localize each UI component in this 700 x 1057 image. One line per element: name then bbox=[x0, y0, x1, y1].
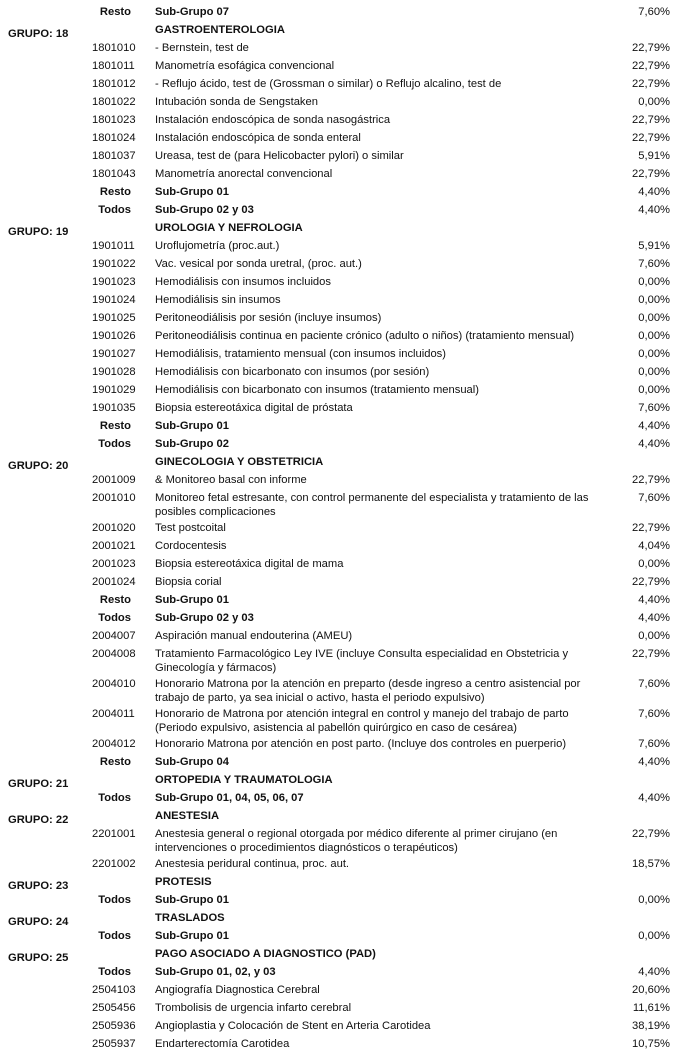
table-row bbox=[0, 293, 700, 311]
percentage-value: 7,60% bbox=[638, 492, 670, 504]
subgroup-label: Sub-Grupo 01 bbox=[155, 186, 229, 198]
subgroup-row bbox=[0, 419, 700, 437]
procedure-code: 1801011 bbox=[92, 60, 135, 72]
scope-label: Todos bbox=[98, 792, 131, 804]
table-row bbox=[0, 329, 700, 347]
subgroup-row bbox=[0, 965, 700, 983]
percentage-value: 0,00% bbox=[638, 384, 670, 396]
percentage-value: 22,79% bbox=[632, 60, 670, 72]
procedure-description: Peritoneodiálisis por sesión (incluye insumos) bbox=[155, 312, 382, 324]
procedure-description: Endarterectomía Carotidea bbox=[155, 1038, 290, 1050]
percentage-value: 4,40% bbox=[638, 594, 670, 606]
table-row bbox=[0, 167, 700, 185]
subgroup-label: Sub-Grupo 01 bbox=[155, 420, 229, 432]
table-row bbox=[0, 647, 700, 677]
procedure-code: 2001024 bbox=[92, 576, 136, 588]
procedure-code: 1901035 bbox=[92, 402, 136, 414]
group-number: GRUPO: 24 bbox=[8, 916, 69, 928]
percentage-value: 38,19% bbox=[632, 1020, 670, 1032]
procedure-code: 2001010 bbox=[92, 492, 136, 504]
procedure-description: Biopsia estereotáxica digital de próstata bbox=[155, 402, 353, 414]
group-number: GRUPO: 20 bbox=[8, 460, 69, 472]
percentage-value: 0,00% bbox=[638, 96, 670, 108]
procedure-code: 2504103 bbox=[92, 984, 136, 996]
percentage-value: 22,79% bbox=[632, 576, 670, 588]
table-row bbox=[0, 521, 700, 539]
group-number: GRUPO: 23 bbox=[8, 880, 69, 892]
percentage-value: 0,00% bbox=[638, 894, 670, 906]
procedure-description: Uroflujometría (proc.aut.) bbox=[155, 240, 280, 252]
subgroup-label: Sub-Grupo 01, 02, y 03 bbox=[155, 966, 276, 978]
procedure-code: 1801023 bbox=[92, 114, 136, 126]
percentage-value: 22,79% bbox=[632, 522, 670, 534]
procedure-description: Hemodiálisis con insumos incluidos bbox=[155, 276, 331, 288]
table-row bbox=[0, 95, 700, 113]
percentage-value: 4,40% bbox=[638, 204, 670, 216]
percentage-value: 4,40% bbox=[638, 186, 670, 198]
procedure-description: & Monitoreo basal con informe bbox=[155, 474, 307, 486]
procedure-code: 2201002 bbox=[92, 858, 136, 870]
percentage-value: 7,60% bbox=[638, 402, 670, 414]
group-title: ORTOPEDIA Y TRAUMATOLOGIA bbox=[155, 774, 333, 786]
scope-label: Todos bbox=[98, 966, 131, 978]
table-row bbox=[0, 59, 700, 77]
percentage-value: 22,79% bbox=[632, 828, 670, 840]
group-title: GASTROENTEROLOGIA bbox=[155, 24, 285, 36]
table-row bbox=[0, 275, 700, 293]
procedure-code: 1901023 bbox=[92, 276, 136, 288]
subgroup-label: Sub-Grupo 01 bbox=[155, 594, 229, 606]
percentage-value: 4,40% bbox=[638, 966, 670, 978]
procedure-code: 2001023 bbox=[92, 558, 136, 570]
procedure-code: 2505936 bbox=[92, 1020, 136, 1032]
subgroup-row bbox=[0, 593, 700, 611]
table-row bbox=[0, 401, 700, 419]
percentage-value: 5,91% bbox=[638, 150, 670, 162]
procedure-code: 1801043 bbox=[92, 168, 136, 180]
procedure-description: Biopsia corial bbox=[155, 576, 222, 588]
table-row bbox=[0, 1001, 700, 1019]
percentage-value: 18,57% bbox=[632, 858, 670, 870]
table-row bbox=[0, 383, 700, 401]
procedure-code: 2505937 bbox=[92, 1038, 136, 1050]
group-title: TRASLADOS bbox=[155, 912, 225, 924]
procedure-description: Vac. vesical por sonda uretral, (proc. aut.) bbox=[155, 258, 362, 270]
subgroup-row bbox=[0, 437, 700, 455]
procedure-description: Hemodiálisis con bicarbonato con insumos (por sesión) bbox=[155, 366, 430, 378]
procedure-description: Hemodiálisis sin insumos bbox=[155, 294, 281, 306]
procedure-description: Ureasa, test de (para Helicobacter pylori) o similar bbox=[155, 150, 404, 162]
subgroup-label: Sub-Grupo 07 bbox=[155, 6, 229, 18]
percentage-value: 22,79% bbox=[632, 78, 670, 90]
group-title: GINECOLOGIA Y OBSTETRICIA bbox=[155, 456, 324, 468]
scope-label: Resto bbox=[99, 6, 131, 18]
procedure-code: 1901025 bbox=[92, 312, 136, 324]
percentage-value: 4,40% bbox=[638, 792, 670, 804]
scope-label: Todos bbox=[98, 894, 131, 906]
subgroup-row bbox=[0, 611, 700, 629]
percentage-value: 7,60% bbox=[638, 738, 670, 750]
procedure-code: 2004008 bbox=[92, 648, 136, 660]
procedure-description: Anestesia general o regional otorgada por médico diferente al primer cirujano (en intervenciones o procedimientos diagnósticos o terapéuticos) bbox=[155, 828, 558, 854]
procedure-description: Instalación endoscópica de sonda enteral bbox=[155, 132, 361, 144]
table-row bbox=[0, 347, 700, 365]
subgroup-row bbox=[0, 791, 700, 809]
group-header-row bbox=[0, 947, 700, 965]
group-header-row bbox=[0, 911, 700, 929]
percentage-value: 7,60% bbox=[638, 258, 670, 270]
table-row bbox=[0, 707, 700, 737]
procedure-code: 1901024 bbox=[92, 294, 136, 306]
table-row bbox=[0, 629, 700, 647]
procedure-description: Instalación endoscópica de sonda nasogástrica bbox=[155, 114, 391, 126]
procedure-description: Intubación sonda de Sengstaken bbox=[155, 96, 318, 108]
procedure-code: 1801010 bbox=[92, 42, 136, 54]
table-row bbox=[0, 365, 700, 383]
procedure-description: Cordocentesis bbox=[155, 540, 227, 552]
procedure-code: 1801037 bbox=[92, 150, 136, 162]
percentage-value: 0,00% bbox=[638, 276, 670, 288]
percentage-value: 4,40% bbox=[638, 612, 670, 624]
table-row bbox=[0, 41, 700, 59]
group-header-row bbox=[0, 773, 700, 791]
procedure-description: Peritoneodiálisis continua en paciente crónico (adulto o niños) (tratamiento mensual) bbox=[155, 330, 575, 342]
scope-label: Todos bbox=[98, 438, 131, 450]
subgroup-row bbox=[0, 203, 700, 221]
scope-label: Resto bbox=[99, 420, 131, 432]
procedure-description: Test postcoital bbox=[155, 522, 226, 534]
procedure-code: 2004012 bbox=[92, 738, 136, 750]
percentage-value: 0,00% bbox=[638, 558, 670, 570]
scope-label: Resto bbox=[99, 756, 131, 768]
procedure-description: Hemodiálisis, tratamiento mensual (con insumos incluidos) bbox=[155, 348, 446, 360]
percentage-value: 7,60% bbox=[638, 678, 670, 690]
scope-label: Resto bbox=[99, 186, 131, 198]
procedure-description: Manometría anorectal convencional bbox=[155, 168, 333, 180]
subgroup-row bbox=[0, 893, 700, 911]
percentage-value: 0,00% bbox=[638, 630, 670, 642]
subgroup-label: Sub-Grupo 01, 04, 05, 06, 07 bbox=[155, 792, 304, 804]
table-row bbox=[0, 149, 700, 167]
procedure-code: 1901026 bbox=[92, 330, 136, 342]
procedure-description: Anestesia peridural continua, proc. aut. bbox=[155, 858, 350, 870]
percentage-value: 7,60% bbox=[638, 6, 670, 18]
percentage-value: 7,60% bbox=[638, 708, 670, 720]
percentage-value: 0,00% bbox=[638, 312, 670, 324]
procedure-description: Honorario Matrona por la atención en preparto (desde ingreso a centro asistencial por trabajo de parto, ya sea inicial o activo, hasta el periodo expulsivo) bbox=[155, 678, 581, 704]
percentage-value: 22,79% bbox=[632, 168, 670, 180]
fee-percentage-table bbox=[0, 5, 700, 1055]
group-header-row bbox=[0, 875, 700, 893]
procedure-code: 1901022 bbox=[92, 258, 136, 270]
procedure-description: Honorario de Matrona por atención integral en control y manejo del trabajo de parto (Periodo expulsivo, asistencia al pabellón quirúrgico en caso de cesárea) bbox=[155, 708, 569, 734]
group-title: PAGO ASOCIADO A DIAGNOSTICO (PAD) bbox=[155, 948, 376, 960]
group-number: GRUPO: 18 bbox=[8, 28, 69, 40]
subgroup-row bbox=[0, 929, 700, 947]
table-row bbox=[0, 539, 700, 557]
group-title: PROTESIS bbox=[155, 876, 212, 888]
subgroup-label: Sub-Grupo 02 y 03 bbox=[155, 204, 254, 216]
procedure-description: Manometría esofágica convencional bbox=[155, 60, 335, 72]
procedure-description: - Reflujo ácido, test de (Grossman o similar) o Reflujo alcalino, test de bbox=[155, 78, 502, 90]
percentage-value: 22,79% bbox=[632, 42, 670, 54]
table-row bbox=[0, 983, 700, 1001]
subgroup-label: Sub-Grupo 01 bbox=[155, 930, 229, 942]
percentage-value: 0,00% bbox=[638, 366, 670, 378]
procedure-code: 1801024 bbox=[92, 132, 136, 144]
subgroup-row bbox=[0, 185, 700, 203]
procedure-description: Hemodiálisis con bicarbonato con insumos (tratamiento mensual) bbox=[155, 384, 479, 396]
percentage-value: 0,00% bbox=[638, 294, 670, 306]
group-number: GRUPO: 22 bbox=[8, 814, 69, 826]
percentage-value: 20,60% bbox=[632, 984, 670, 996]
group-number: GRUPO: 25 bbox=[8, 952, 69, 964]
procedure-code: 2505456 bbox=[92, 1002, 136, 1014]
percentage-value: 5,91% bbox=[638, 240, 670, 252]
procedure-description: Biopsia estereotáxica digital de mama bbox=[155, 558, 344, 570]
table-row bbox=[0, 257, 700, 275]
percentage-value: 10,75% bbox=[632, 1038, 670, 1050]
percentage-value: 11,61% bbox=[632, 1002, 670, 1014]
table-row bbox=[0, 575, 700, 593]
table-row bbox=[0, 737, 700, 755]
table-row bbox=[0, 827, 700, 857]
procedure-description: Trombolisis de urgencia infarto cerebral bbox=[155, 1002, 352, 1014]
procedure-description: Monitoreo fetal estresante, con control permanente del especialista y tratamiento de las posibles complicaciones bbox=[155, 492, 589, 518]
percentage-value: 4,40% bbox=[638, 438, 670, 450]
procedure-code: 1801012 bbox=[92, 78, 136, 90]
procedure-code: 1901029 bbox=[92, 384, 136, 396]
procedure-code: 2001009 bbox=[92, 474, 136, 486]
subgroup-row bbox=[0, 755, 700, 773]
procedure-code: 2004007 bbox=[92, 630, 136, 642]
group-header-row bbox=[0, 221, 700, 239]
group-title: UROLOGIA Y NEFROLOGIA bbox=[155, 222, 303, 234]
subgroup-label: Sub-Grupo 01 bbox=[155, 894, 229, 906]
procedure-code: 2004010 bbox=[92, 678, 136, 690]
percentage-value: 22,79% bbox=[632, 132, 670, 144]
subgroup-label: Sub-Grupo 02 bbox=[155, 438, 229, 450]
scope-label: Todos bbox=[98, 612, 131, 624]
scope-label: Todos bbox=[98, 204, 131, 216]
table-row bbox=[0, 1037, 700, 1055]
table-row bbox=[0, 239, 700, 257]
percentage-value: 0,00% bbox=[638, 348, 670, 360]
percentage-value: 22,79% bbox=[632, 474, 670, 486]
table-row bbox=[0, 77, 700, 95]
group-number: GRUPO: 21 bbox=[8, 778, 69, 790]
percentage-value: 4,04% bbox=[638, 540, 670, 552]
percentage-value: 4,40% bbox=[638, 756, 670, 768]
procedure-code: 1801022 bbox=[92, 96, 136, 108]
group-number: GRUPO: 19 bbox=[8, 226, 69, 238]
procedure-description: Angioplastia y Colocación de Stent en Arteria Carotidea bbox=[155, 1020, 431, 1032]
table-row bbox=[0, 491, 700, 521]
subgroup-label: Sub-Grupo 04 bbox=[155, 756, 229, 768]
scope-label: Todos bbox=[98, 930, 131, 942]
procedure-code: 1901027 bbox=[92, 348, 136, 360]
percentage-value: 0,00% bbox=[638, 930, 670, 942]
percentage-value: 0,00% bbox=[638, 330, 670, 342]
table-row bbox=[0, 557, 700, 575]
group-header-row bbox=[0, 809, 700, 827]
percentage-value: 22,79% bbox=[632, 114, 670, 126]
procedure-description: - Bernstein, test de bbox=[155, 42, 249, 54]
procedure-code: 2001020 bbox=[92, 522, 136, 534]
procedure-code: 2001021 bbox=[92, 540, 136, 552]
percentage-value: 22,79% bbox=[632, 648, 670, 660]
table-row bbox=[0, 473, 700, 491]
percentage-value: 4,40% bbox=[638, 420, 670, 432]
table-row bbox=[0, 131, 700, 149]
group-header-row bbox=[0, 23, 700, 41]
procedure-code: 2004011 bbox=[92, 708, 135, 720]
subgroup-row bbox=[0, 5, 700, 23]
scope-label: Resto bbox=[99, 594, 131, 606]
procedure-description: Tratamiento Farmacológico Ley IVE (incluye Consulta especialidad en Obstetricia y Ginecología y fármacos) bbox=[155, 648, 569, 674]
subgroup-label: Sub-Grupo 02 y 03 bbox=[155, 612, 254, 624]
procedure-description: Aspiración manual endouterina (AMEU) bbox=[155, 630, 353, 642]
procedure-code: 1901011 bbox=[92, 240, 135, 252]
group-title: ANESTESIA bbox=[155, 810, 220, 822]
procedure-description: Honorario Matrona por atención en post parto. (Incluye dos controles en puerperio) bbox=[155, 738, 567, 750]
procedure-description: Angiografía Diagnostica Cerebral bbox=[155, 984, 320, 996]
procedure-code: 2201001 bbox=[92, 828, 136, 840]
table-row bbox=[0, 857, 700, 875]
table-row bbox=[0, 311, 700, 329]
table-row bbox=[0, 113, 700, 131]
table-row bbox=[0, 677, 700, 707]
table-row bbox=[0, 1019, 700, 1037]
group-header-row bbox=[0, 455, 700, 473]
procedure-code: 1901028 bbox=[92, 366, 136, 378]
